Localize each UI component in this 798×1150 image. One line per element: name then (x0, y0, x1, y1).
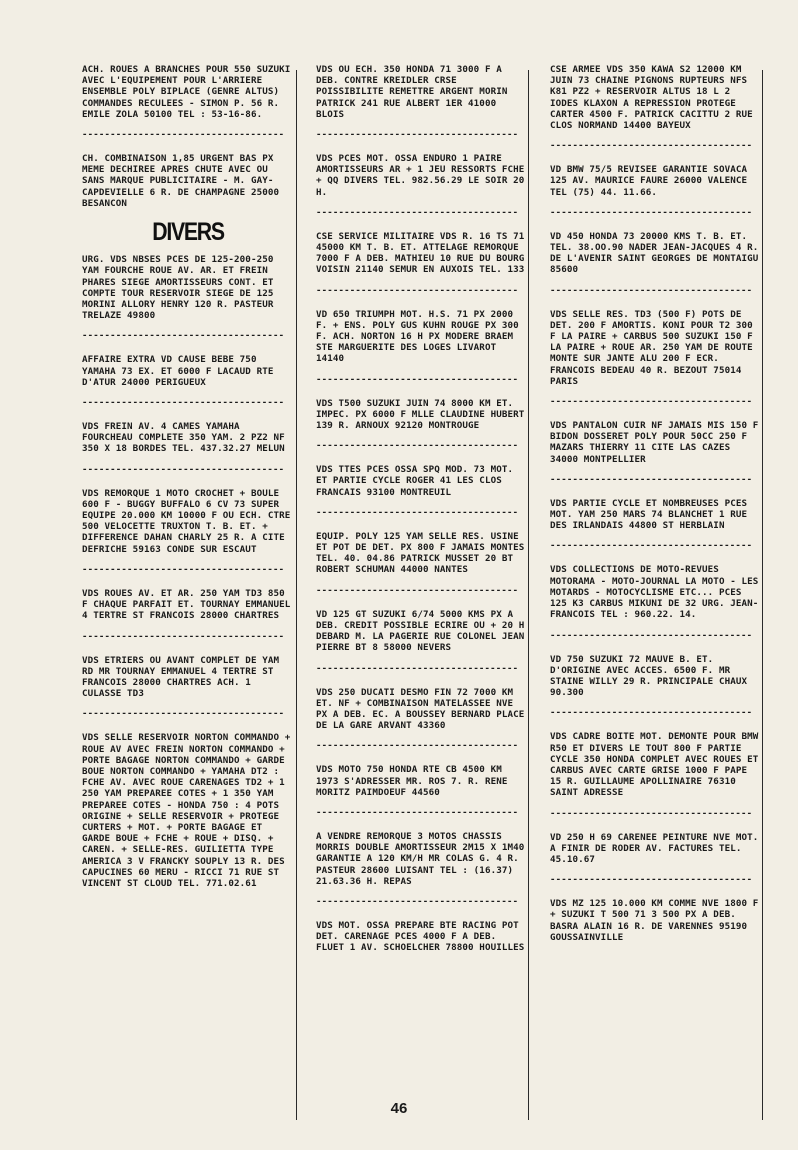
classified-ad: VD 750 SUZUKI 72 MAUVE B. ET. D'ORIGINE AVEC ACCES. 6500 F. MR STAINE WILLY 29 R. PRINCIPALE CHAUX 90.300 (550, 653, 748, 699)
classified-ad: VD 125 GT SUZUKI 6/74 5000 KMS PX A DEB. CREDIT POSSIBLE ECRIRE OU + 20 H DEBARD M. LA PAGERIE RUE COLONEL JEAN PIERRE BT 8 58000 NEVERS (316, 608, 525, 654)
classified-ad: VD 650 TRIUMPH MOT. H.S. 71 PX 2000 F. + ENS. POLY GUS KUHN ROUGE PX 300 F. ACH. NORTON 16 H PX MODERE BRAEM STE MARGUERITE DES LOGES LIVAROT 14140 (316, 308, 519, 365)
classified-ad: CSE ARMEE VDS 350 KAWA S2 12000 KM JUIN 73 CHAINE PIGNONS RUPTEURS NFS K81 PZ2 + RESERVOIR ALTUS 18 L 2 IODES KLAXON A REPRESSION PROTEGE CARTER 4500 F. PATRICK CACITTU 2 RUE CLOS NORMAND 14400 BAYEUX (550, 64, 753, 132)
classified-ad: VDS PANTALON CUIR NF JAMAIS MIS 150 F BIDON DOSSERET POLY POUR 50CC 250 F MAZARS THIERRY 11 CITE LAS CAZES 34000 MONTPELLIER (550, 420, 759, 465)
ad-separator: ------------------------------------ (316, 441, 519, 452)
ad-separator: ------------------------------------ (82, 398, 285, 409)
classified-ad: VDS ETRIERS OU AVANT COMPLET DE YAM RD MR TOURNAY EMMANUEL 4 TERTRE ST FRANCOIS 28000 CHARTRES ACH. 1 CULASSE TD3 (82, 654, 280, 700)
ad-separator: ------------------------------------ (550, 207, 753, 218)
ad-separator: ------------------------------------ (316, 663, 519, 674)
classified-ad: VDS PCES MOT. OSSA ENDURO 1 PAIRE AMORTISSEURS AR + 1 JEU RESSORTS FCHE + QQ DIVERS TEL. 982.56.29 LE SOIR 20 H. (316, 153, 525, 198)
ad-separator: ------------------------------------ (550, 541, 753, 552)
classified-ad: A VENDRE REMORQUE 3 MOTOS CHASSIS MORRIS DOUBLE AMORTISSEUR 2M15 X 1M40 GARANTIE A 120 KM/H MR COLAS G. 4 R. PASTEUR 28600 LUISANT TEL : (16.37) 21.63.36 H. REPAS (316, 830, 525, 887)
section-heading: DIVERS (152, 218, 224, 247)
column-divider (762, 70, 763, 1120)
classified-ad: AFFAIRE EXTRA VD CAUSE BEBE 750 YAMAHA 73 EX. ET 6000 F LACAUD RTE D'ATUR 24000 PERIGUEUX (82, 354, 274, 388)
classified-ad: VDS MZ 125 10.000 KM COMME NVE 1800 F + SUZUKI T 500 71 3 500 PX A DEB. BASRA ALAIN 16 R. DE VARENNES 95190 GOUSSAINVILLE (550, 898, 759, 943)
page-number: 46 (390, 1100, 408, 1117)
classified-ad: VDS CADRE BOITE MOT. DEMONTE POUR BMW R50 ET DIVERS LE TOUT 800 F PARTIE CYCLE 350 HONDA COMPLET AVEC ROUES ET CARBUS AVEC CARTE GRISE 1000 F PAPE 15 R. GUILLAUME APOLLINAIRE 76310 SAINT ADRESSE (550, 731, 759, 799)
classified-ad: VDS 250 DUCATI DESMO FIN 72 7000 KM ET. NF + COMBINAISON MATELASSEE NVE PX A DEB. EC. A BOUSSEY BERNARD PLACE DE LA GARE ARVANT 43360 (316, 686, 525, 732)
classified-ad: VDS PARTIE CYCLE ET NOMBREUSES PCES MOT. YAM 250 MARS 74 BLANCHET 1 RUE DES IRLANDAIS 44800 ST HERBLAIN (550, 497, 748, 532)
classified-ad: URG. VDS NBSES PCES DE 125-200-250 YAM FOURCHE ROUE AV. AR. ET FREIN PHARES SIEGE AMORTISSEURS CONT. ET COMPTE TOUR RESERVOIR SIEGE DE 125 MORINI ALLORY HENRY 120 R. PASTEUR TRELAZE 49800 (82, 254, 274, 322)
ad-separator: ------------------------------------ (550, 285, 753, 296)
ad-separator: ------------------------------------ (316, 207, 519, 218)
classified-ad: VDS MOT. OSSA PREPARE BTE RACING POT DET. CARENAGE PCES 4000 F A DEB. FLUET 1 AV. SCHOELCHER 78800 HOUILLES (316, 919, 525, 954)
classified-ad: CH. COMBINAISON 1,85 URGENT BAS PX MEME DECHIREE APRES CHUTE AVEC OU SANS MARQUE PUBLICITAIRE - M. GAY-CAPDEVIELLE 6 R. DE CHAMPAGNE 25000 BESANCON (82, 153, 280, 209)
classified-ad: VDS REMORQUE 1 MOTO CROCHET + BOULE 600 F - BUGGY BUFFALO 6 CV 73 SUPER EQUIPE 20.000 KM 10000 F OU ECH. CTRE 500 VELOCETTE TRUXTON T. B. ET. + DIFFERENCE DAHAN CHARLY 25 R. A CITE DEFRICHE 59163 CONDE SUR ESCAUT (82, 487, 291, 555)
classified-ad: VDS TTES PCES OSSA SPQ MOD. 73 MOT. ET PARTIE CYCLE ROGER 41 LES CLOS FRANCAIS 93100 MONTREUIL (316, 464, 514, 498)
ad-separator: ------------------------------------ (316, 896, 519, 907)
ad-separator: ------------------------------------ (82, 130, 285, 141)
classified-ad: VDS ROUES AV. ET AR. 250 YAM TD3 850 F CHAQUE PARFAIT ET. TOURNAY EMMANUEL 4 TERTRE ST FRANCOIS 28000 CHARTRES (82, 587, 291, 622)
ad-separator: ------------------------------------ (550, 397, 753, 408)
ad-separator: ------------------------------------ (550, 141, 753, 152)
classified-ad: EQUIP. POLY 125 YAM SELLE RES. USINE ET POT DE DET. PX 800 F JAMAIS MONTES TEL. 40. 04.86 PATRICK MUSSET 20 BT ROBERT SCHUMAN 44000 NANTES (316, 530, 525, 576)
classified-ad: VD 250 H 69 CARENEE PEINTURE NVE MOT. A FINIR DE RODER AV. FACTURES TEL. 45.10.67 (550, 831, 759, 865)
ad-separator: ------------------------------------ (316, 741, 519, 752)
ad-separator: ------------------------------------ (550, 630, 753, 641)
column-left (82, 64, 294, 889)
classified-ad: VDS T500 SUZUKI JUIN 74 8000 KM ET. IMPEC. PX 6000 F MLLE CLAUDINE HUBERT 139 R. ARNOUX 92120 MONTROUGE (316, 397, 525, 432)
ad-separator: ------------------------------------ (550, 474, 753, 485)
classified-ad: VD BMW 75/5 REVISEE GARANTIE SOVACA 125 AV. MAURICE FAURE 26000 VALENCE TEL (75) 44. 11.66. (550, 164, 748, 198)
ad-separator: ------------------------------------ (316, 807, 519, 818)
classified-ad: CSE SERVICE MILITAIRE VDS R. 16 TS 71 45000 KM T. B. ET. ATTELAGE REMORQUE 7000 F A DEB. MATHIEU 10 RUE DU BOURG VOISIN 21140 SEMUR EN AUXOIS TEL. 133 (316, 230, 525, 276)
classified-ad: ACH. ROUES A BRANCHES POUR 550 SUZUKI AVEC L'EQUIPEMENT POUR L'ARRIERE ENSEMBLE POLY BIPLACE (GENRE ALTUS) COMMANDES RECULEES - SIMON P. 56 R. EMILE ZOLA 50100 TEL : 53-16-86. (82, 64, 291, 120)
column-right (550, 64, 762, 943)
ad-separator: ------------------------------------ (82, 564, 285, 575)
classified-ad: VDS MOTO 750 HONDA RTE CB 4500 KM 1973 S'ADRESSER MR. ROS 7. R. RENE MORITZ PAIMDOEUF 44560 (316, 764, 508, 798)
ad-separator: ------------------------------------ (316, 374, 519, 385)
column-divider (296, 70, 297, 1120)
ad-separator: ------------------------------------ (316, 130, 519, 141)
ad-separator: ------------------------------------ (316, 507, 519, 518)
ad-separator: ------------------------------------ (82, 331, 285, 342)
ad-separator: ------------------------------------ (82, 709, 285, 720)
classified-ad: VDS COLLECTIONS DE MOTO-REVUES MOTORAMA - MOTO-JOURNAL LA MOTO - LES MOTARDS - MOTOCYCLISME ETC... PCES 125 K3 CARBUS MIKUNI DE 32 URG. JEAN-FRANCOIS TEL : 960.22. 14. (550, 564, 759, 621)
ad-separator: ------------------------------------ (316, 285, 519, 296)
classified-ad: VDS SELLE RES. TD3 (500 F) POTS DE DET. 200 F AMORTIS. KONI POUR T2 300 F LA PAIRE + CARBUS 500 SUZUKI 150 F LA PAIRE + ROUE AR. 250 YAM DE ROUTE MONTE SUR JANTE ALU 200 F ECR. FRANCOIS BEDEAU 40 R. BEZOUT 75014 PARIS (550, 308, 753, 387)
ad-separator: ------------------------------------ (82, 631, 285, 642)
column-middle (316, 64, 528, 954)
classified-ad: VDS OU ECH. 350 HONDA 71 3000 F A DEB. CONTRE KREIDLER CRSE POISSIBILITE REMETTRE ARGENT MORIN PATRICK 241 RUE ALBERT 1ER 41000 BLOIS (316, 64, 508, 120)
classified-ad: VDS SELLE RESERVOIR NORTON COMMANDO + ROUE AV AVEC FREIN NORTON COMMANDO + PORTE BAGAGE NORTON COMMANDO + GARDE BOUE NORTON COMMANDO + YAMAHA DT2 : FCHE AV. AVEC ROUE CARENAGES TD2 + 1 250 YAM PREPAREE COTES + 1 350 YAM PREPAREE COTES - HONDA 750 : 4 POTS ORIGINE + SELLE RESERVOIR + PROTEGE CURTERS + MOT. + PORTE BAGAGE ET GARDE BOUE + FCHE + ROUE + DISQ. + CAREN. + SELLE-RES. GUILIETTA TYPE AMERICA 3 V FRANCKY SOUPLY 13 R. DES CAPUCINES 60 MERU - RICCI 71 RUE ST VINCENT ST CLOUD TEL. 771.02.61 (82, 732, 291, 889)
ad-separator: ------------------------------------ (550, 875, 753, 886)
ad-separator: ------------------------------------ (82, 464, 285, 475)
ad-separator: ------------------------------------ (550, 808, 753, 819)
classified-ad: VD 450 HONDA 73 20000 KMS T. B. ET. TEL. 38.OO.90 NADER JEAN-JACQUES 4 R. DE L'AVENIR SAINT GEORGES DE MONTAIGU 85600 (550, 230, 759, 276)
ad-separator: ------------------------------------ (550, 708, 753, 719)
column-divider (528, 70, 529, 1120)
classified-ad: VDS FREIN AV. 4 CAMES YAMAHA FOURCHEAU COMPLETE 350 YAM. 2 PZ2 NF 350 X 18 BORDES TEL. 437.32.27 MELUN (82, 421, 285, 455)
ad-separator: ------------------------------------ (316, 585, 519, 596)
